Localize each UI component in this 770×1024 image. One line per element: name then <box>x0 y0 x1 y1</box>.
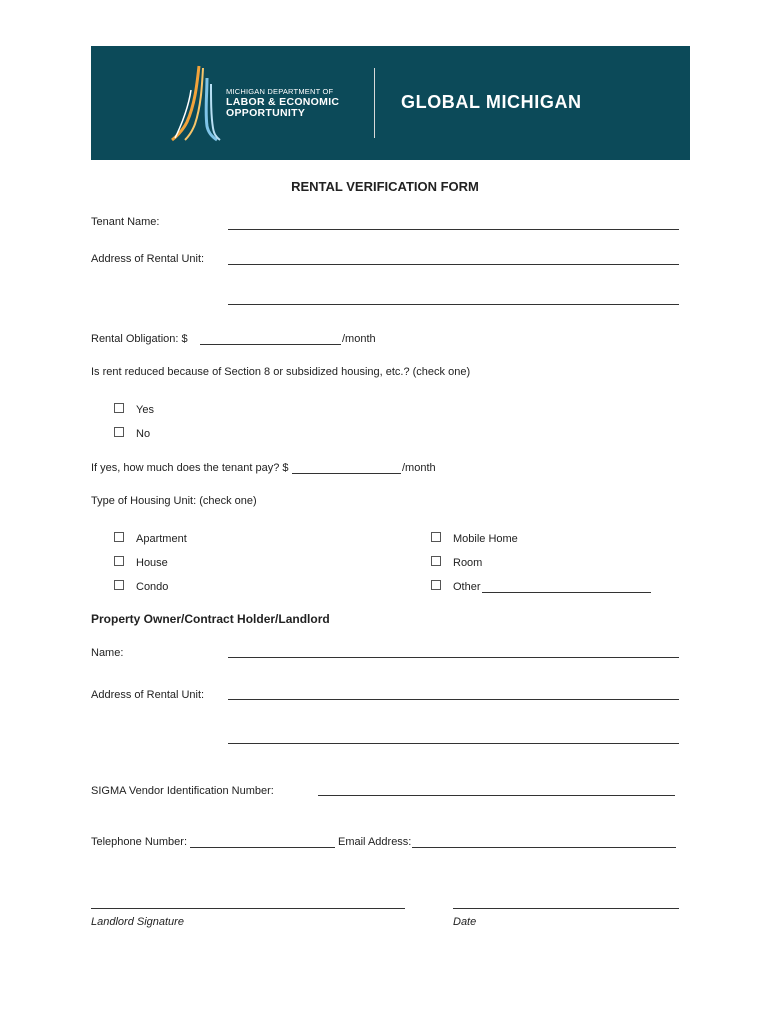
mobile-home-checkbox[interactable] <box>431 532 441 542</box>
room-label: Room <box>453 557 483 569</box>
michigan-leo-logo-icon <box>169 64 221 142</box>
header-banner <box>91 46 690 160</box>
banner-divider <box>374 68 375 138</box>
landlord-address-field-1[interactable] <box>228 699 679 700</box>
condo-label: Condo <box>136 581 169 593</box>
email-field[interactable] <box>412 847 676 848</box>
tenant-pay-field[interactable] <box>292 473 401 474</box>
tenant-pay-suffix: /month <box>402 462 436 474</box>
department-line-3: OPPORTUNITY <box>226 107 306 119</box>
telephone-label: Telephone Number: <box>91 836 188 848</box>
rental-address-field-1[interactable] <box>228 264 679 265</box>
department-line-1: MICHIGAN DEPARTMENT OF <box>226 87 334 96</box>
date-label: Date <box>453 916 477 928</box>
tenant-pay-label: If yes, how much does the tenant pay? $ <box>91 462 289 474</box>
apartment-checkbox[interactable] <box>114 532 124 542</box>
apartment-label: Apartment <box>136 533 187 545</box>
rental-obligation-suffix: /month <box>342 333 376 345</box>
landlord-name-label: Name: <box>91 647 124 659</box>
rental-address-field-2[interactable] <box>228 304 679 305</box>
other-checkbox[interactable] <box>431 580 441 590</box>
email-label: Email Address: <box>338 836 412 848</box>
rental-obligation-field[interactable] <box>200 344 341 345</box>
department-name <box>226 86 339 119</box>
date-field[interactable] <box>453 908 679 909</box>
yes-label: Yes <box>136 404 154 416</box>
sigma-vendor-field[interactable] <box>318 795 675 796</box>
rental-obligation-label: Rental Obligation: $ <box>91 333 188 345</box>
no-label: No <box>136 428 151 440</box>
landlord-section-title: Property Owner/Contract Holder/Landlord <box>91 612 330 626</box>
condo-checkbox[interactable] <box>114 580 124 590</box>
rental-address-label: Address of Rental Unit: <box>91 253 205 265</box>
rent-reduced-question: Is rent reduced because of Section 8 or subsidized housing, etc.? (check one) <box>91 366 471 378</box>
other-label: Other <box>453 581 481 593</box>
landlord-address-label: Address of Rental Unit: <box>91 689 205 701</box>
landlord-signature-field[interactable] <box>91 908 405 909</box>
department-line-2: LABOR & ECONOMIC <box>226 96 340 108</box>
tenant-name-field[interactable] <box>228 229 679 230</box>
landlord-address-field-2[interactable] <box>228 743 679 744</box>
tenant-name-label: Tenant Name: <box>91 216 160 228</box>
house-label: House <box>136 557 168 569</box>
sigma-vendor-label: SIGMA Vendor Identification Number: <box>91 785 274 797</box>
landlord-name-field[interactable] <box>228 657 679 658</box>
landlord-signature-label: Landlord Signature <box>91 916 184 928</box>
telephone-field[interactable] <box>190 847 335 848</box>
yes-checkbox[interactable] <box>114 403 124 413</box>
other-field[interactable] <box>482 592 651 593</box>
room-checkbox[interactable] <box>431 556 441 566</box>
form-title: RENTAL VERIFICATION FORM <box>291 179 479 194</box>
house-checkbox[interactable] <box>114 556 124 566</box>
no-checkbox[interactable] <box>114 427 124 437</box>
housing-type-question: Type of Housing Unit: (check one) <box>91 495 257 507</box>
mobile-home-label: Mobile Home <box>453 533 518 545</box>
program-title: GLOBAL MICHIGAN <box>401 92 582 112</box>
